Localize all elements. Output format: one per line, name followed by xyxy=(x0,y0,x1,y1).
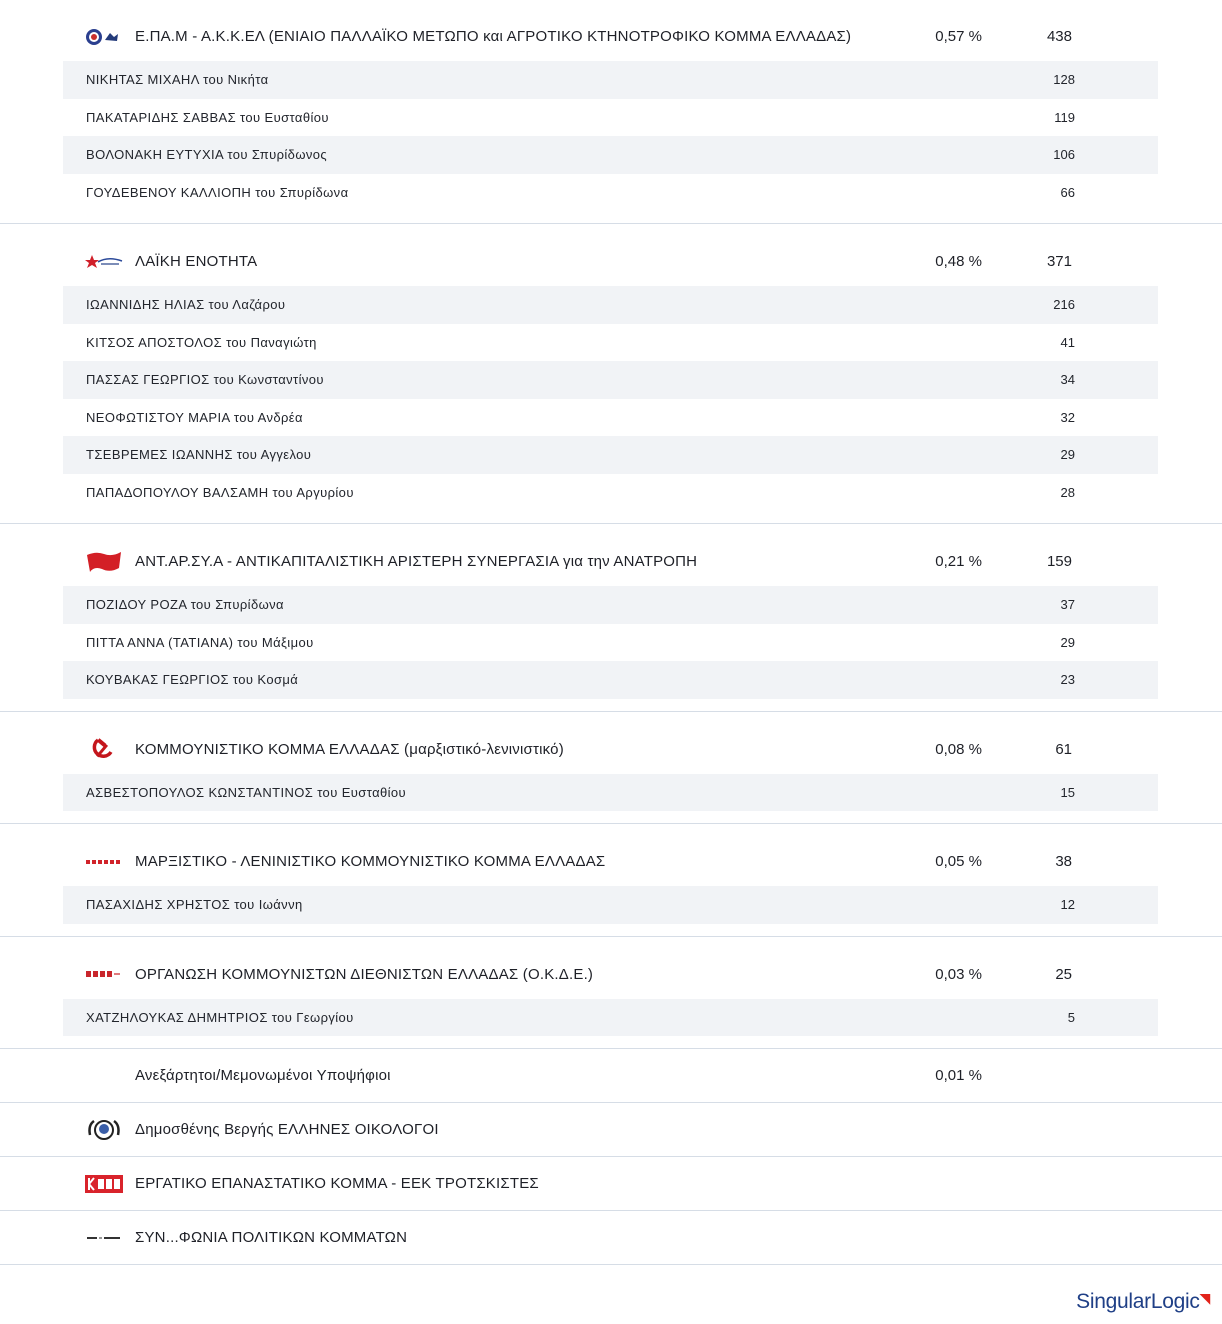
candidate-row[interactable] xyxy=(63,99,1158,137)
party-percentage: 0,08 % xyxy=(935,740,982,758)
candidate-votes: 34 xyxy=(1060,372,1075,388)
party-row[interactable] xyxy=(64,950,1158,999)
party-percentage: 0,03 % xyxy=(935,965,982,983)
synfonia-logo-icon xyxy=(84,1225,124,1251)
party-name: Ανεξάρτητοι/Μεμονωμένοι Υποψήφιοι xyxy=(135,1067,391,1084)
candidate-name: ΝΕΟΦΩΤΙΣΤΟΥ ΜΑΡΙΑ του Ανδρέα xyxy=(86,409,303,425)
party-votes: 38 xyxy=(1055,853,1072,870)
party-votes: 159 xyxy=(1046,553,1072,570)
candidate-name: ΠΑΣΣΑΣ ΓΕΩΡΓΙΟΣ του Κωνσταντίνου xyxy=(86,372,324,388)
party-votes: 438 xyxy=(1046,28,1072,45)
candidate-row[interactable] xyxy=(63,136,1158,174)
candidate-row[interactable] xyxy=(63,586,1158,624)
brand-part-2: Logic xyxy=(1150,1290,1200,1313)
party-block xyxy=(0,1049,1222,1103)
party-name: ΜΑΡΞΙΣΤΙΚΟ - ΛΕΝΙΝΙΣΤΙΚΟ ΚΟΜΜΟΥΝΙΣΤΙΚΟ ΚΟΜΜΑ ΕΛΛΑΔΑΣ xyxy=(135,853,606,870)
candidate-row[interactable] xyxy=(63,174,1158,212)
candidate-row[interactable] xyxy=(63,286,1158,324)
hammer-sickle-icon xyxy=(84,736,124,762)
candidate-row[interactable] xyxy=(63,61,1158,99)
candidate-votes: 23 xyxy=(1060,672,1075,688)
party-row[interactable] xyxy=(64,1211,1158,1264)
party-name: ΟΡΓΑΝΩΣΗ ΚΟΜΜΟΥΝΙΣΤΩΝ ΔΙΕΘΝΙΣΤΩΝ ΕΛΛΑΔΑΣ (Ο.Κ.Δ.Ε.) xyxy=(135,965,594,983)
candidate-row[interactable] xyxy=(63,399,1158,437)
candidate-votes: 41 xyxy=(1060,334,1075,350)
party-block xyxy=(0,1157,1222,1211)
candidate-name: ΝΙΚΗΤΑΣ ΜΙΧΑΗΛ του Νικήτα xyxy=(86,72,269,88)
candidate-row[interactable] xyxy=(63,474,1158,512)
party-row[interactable] xyxy=(64,537,1158,586)
party-name: ΛΑΪΚΗ ΕΝΟΤΗΤΑ xyxy=(135,253,258,270)
candidate-votes: 5 xyxy=(1067,1009,1075,1025)
okde-text-logo-icon xyxy=(84,961,124,987)
section-divider xyxy=(0,223,1222,224)
section-divider xyxy=(0,823,1222,824)
party-block xyxy=(0,837,1222,937)
star-logo-icon xyxy=(84,249,124,275)
candidate-votes: 32 xyxy=(1060,409,1075,425)
section-divider xyxy=(0,523,1222,524)
candidate-row[interactable] xyxy=(63,661,1158,699)
candidate-votes: 216 xyxy=(1053,297,1075,313)
party-name: ΕΡΓΑΤΙΚΟ ΕΠΑΝΑΣΤΑΤΙΚΟ ΚΟΜΜΑ - ΕΕΚ ΤΡΟΤΣΚΙΣΤΕΣ xyxy=(135,1175,539,1192)
party-row[interactable] xyxy=(64,725,1158,774)
party-name: Δημοσθένης Βεργής ΕΛΛΗΝΕΣ ΟΙΚΟΛΟΓΟΙ xyxy=(135,1121,439,1138)
candidate-votes: 66 xyxy=(1060,184,1075,200)
candidate-votes: 106 xyxy=(1053,147,1075,163)
section-divider xyxy=(0,936,1222,937)
candidate-name: ΠΑΚΑΤΑΡΙΔΗΣ ΣΑΒΒΑΣ του Ευσταθίου xyxy=(86,109,329,125)
candidate-name: ΠΑΠΑΔΟΠΟΥΛΟΥ ΒΑΛΣΑΜΗ του Αργυρίου xyxy=(86,484,354,500)
party-percentage: 0,57 % xyxy=(935,28,982,45)
candidate-row[interactable] xyxy=(63,624,1158,662)
party-block xyxy=(0,237,1222,524)
party-block xyxy=(0,950,1222,1050)
candidate-name: ΠΑΣΑΧΙΔΗΣ ΧΡΗΣΤΟΣ του Ιωάννη xyxy=(86,897,303,913)
party-name: ΑΝΤ.ΑΡ.ΣΥ.Α - ΑΝΤΙΚΑΠΙΤΑΛΙΣΤΙΚΗ ΑΡΙΣΤΕΡΗ ΣΥΝΕΡΓΑΣΙΑ για την ΑΝΑΤΡΟΠΗ xyxy=(135,553,698,570)
candidate-votes: 28 xyxy=(1060,484,1075,500)
party-percentage: 0,48 % xyxy=(935,253,982,270)
party-percentage: 0,21 % xyxy=(935,553,982,570)
ecologists-logo-icon xyxy=(84,1117,124,1143)
party-votes: 371 xyxy=(1046,253,1072,270)
candidate-votes: 128 xyxy=(1053,72,1075,88)
candidate-row[interactable] xyxy=(63,361,1158,399)
party-block xyxy=(0,725,1222,825)
party-block xyxy=(0,1211,1222,1265)
party-name: ΣΥΝ...ΦΩΝΙΑ ΠΟΛΙΤΙΚΩΝ ΚΟΜΜΑΤΩΝ xyxy=(135,1229,408,1246)
candidate-row[interactable] xyxy=(63,886,1158,924)
party-name: ΚΟΜΜΟΥΝΙΣΤΙΚΟ ΚΟΜΜΑ ΕΛΛΑΔΑΣ (μαρξιστικό-λενινιστικό) xyxy=(135,740,564,758)
party-row[interactable] xyxy=(64,12,1158,61)
party-row[interactable] xyxy=(64,1157,1158,1210)
eek-logo-icon xyxy=(84,1171,124,1197)
brand-part-1: Singular xyxy=(1076,1290,1151,1313)
candidate-name: ΑΣΒΕΣΤΟΠΟΥΛΟΣ ΚΩΝΣΤΑΝΤΙΝΟΣ του Ευσταθίου xyxy=(86,784,407,800)
candidate-name: ΠΙΤΤΑ ΑΝΝΑ (ΤΑΤΙΑΝΑ) του Μάξιμου xyxy=(86,634,314,650)
party-block xyxy=(0,537,1222,712)
candidate-name: ΚΟΥΒΑΚΑΣ ΓΕΩΡΓΙΟΣ του Κοσμά xyxy=(86,672,299,688)
brand-tick-icon: ◥ xyxy=(1199,1290,1210,1306)
candidate-name: ΧΑΤΖΗΛΟΥΚΑΣ ΔΗΜΗΤΡΙΟΣ του Γεωργίου xyxy=(86,1009,354,1025)
candidate-name: ΒΟΛΟΝΑΚΗ ΕΥΤΥΧΙΑ του Σπυρίδωνος xyxy=(86,147,328,163)
candidate-row[interactable] xyxy=(63,999,1158,1037)
candidate-votes: 12 xyxy=(1060,897,1075,913)
section-divider xyxy=(0,711,1222,712)
party-row[interactable] xyxy=(64,237,1158,286)
candidate-name: ΠΟΖΙΔΟΥ ΡΟΖΑ του Σπυρίδωνα xyxy=(86,597,284,613)
singularlogic-logo xyxy=(1076,1290,1210,1314)
candidate-row[interactable] xyxy=(63,324,1158,362)
candidate-name: ΤΣΕΒΡΕΜΕΣ ΙΩΑΝΝΗΣ του Αγγελου xyxy=(86,447,312,463)
party-votes: 61 xyxy=(1055,740,1072,758)
party-votes: 25 xyxy=(1055,965,1072,983)
party-percentage: 0,01 % xyxy=(935,1067,982,1084)
party-row[interactable] xyxy=(64,1049,1158,1102)
party-percentage: 0,05 % xyxy=(935,853,982,870)
candidate-name: ΓΟΥΔΕΒΕΝΟΥ ΚΑΛΛΙΟΠΗ του Σπυρίδωνα xyxy=(86,184,349,200)
party-name: Ε.ΠΑ.Μ - Α.Κ.Κ.ΕΛ (ΕΝΙΑΙΟ ΠΑΛΛΑΪΚΟ ΜΕΤΩΠΟ και ΑΓΡΟΤΙΚΟ ΚΤΗΝΟΤΡΟΦΙΚΟ ΚΟΜΜΑ ΕΛΛΑΔΑΣ) xyxy=(135,28,852,45)
candidate-name: ΚΙΤΣΟΣ ΑΠΟΣΤΟΛΟΣ του Παναγιώτη xyxy=(86,334,317,350)
candidate-row[interactable] xyxy=(63,436,1158,474)
party-block xyxy=(0,1103,1222,1157)
party-row[interactable] xyxy=(64,837,1158,886)
section-divider xyxy=(0,1264,1222,1265)
mlkke-text-logo-icon xyxy=(84,849,124,875)
red-flag-icon xyxy=(84,549,124,575)
candidate-name: ΙΩΑΝΝΙΔΗΣ ΗΛΙΑΣ του Λαζάρου xyxy=(86,297,286,313)
candidate-votes: 29 xyxy=(1060,447,1075,463)
candidate-row[interactable] xyxy=(63,774,1158,812)
candidate-votes: 15 xyxy=(1060,784,1075,800)
candidate-votes: 119 xyxy=(1054,109,1075,125)
party-row[interactable] xyxy=(64,1103,1158,1156)
candidate-votes: 29 xyxy=(1060,634,1075,650)
candidate-votes: 37 xyxy=(1060,597,1075,613)
epam-emblem-icon xyxy=(84,24,124,50)
party-block xyxy=(0,12,1222,224)
